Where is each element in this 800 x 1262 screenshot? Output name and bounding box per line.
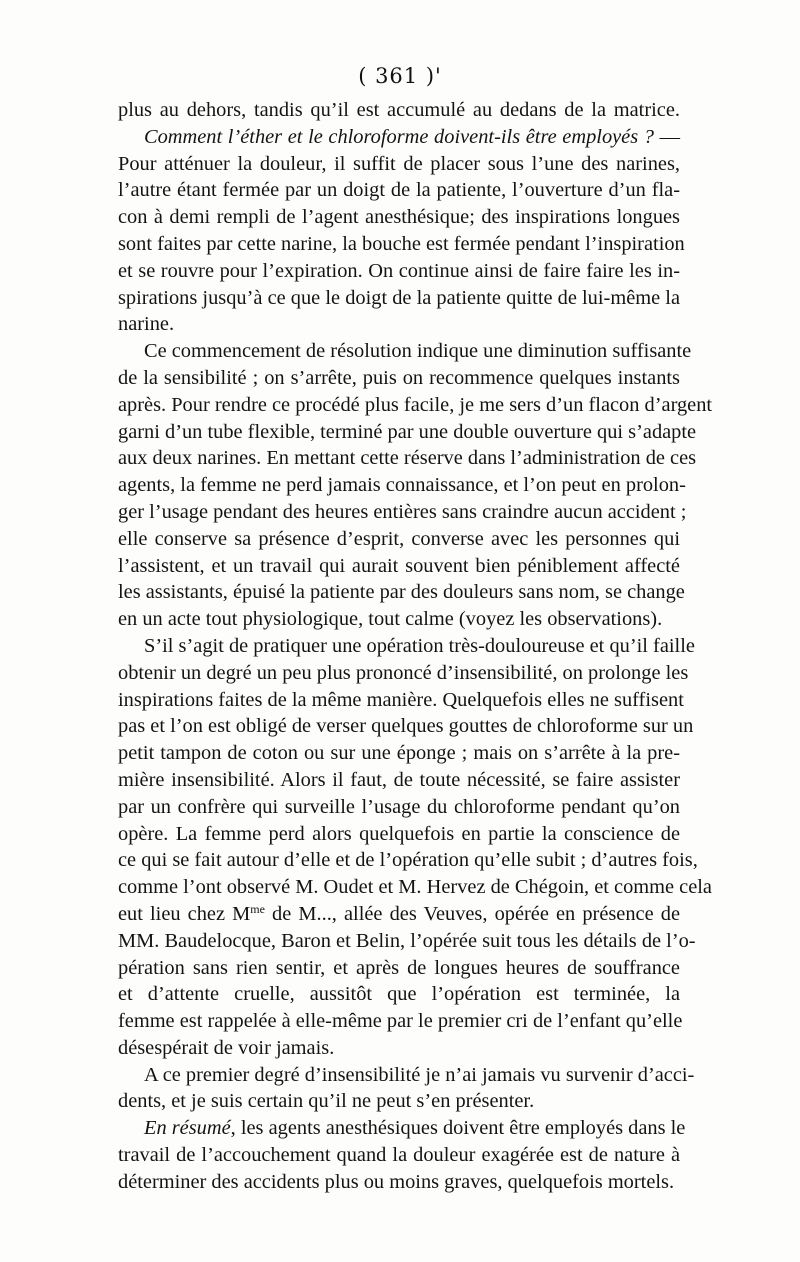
- text-line: [118, 874, 712, 901]
- text-segment: pas et l’on est obligé de verser quelques gouttes de chloroforme sur un: [118, 715, 694, 738]
- text-line: [118, 311, 680, 338]
- text-segment: après. Pour rendre ce procédé plus facile, je me sers d’un flacon d’argent: [118, 393, 713, 416]
- text-line: [118, 767, 680, 794]
- text-segment: ce qui se fait autour d’elle et de l’opération qu’elle subit ; d’autres fois,: [118, 849, 698, 872]
- text-line: [118, 151, 680, 178]
- text-segment: agents, la femme ne perd jamais connaissance, et l’on peut en prolon-: [118, 474, 686, 497]
- text-segment: con à demi rempli de l’agent anesthésique; des inspirations longues: [118, 206, 680, 229]
- text-segment: aux deux narines. En mettant cette réserve dans l’administration de ces: [118, 447, 697, 470]
- text-line: [118, 553, 680, 580]
- text-line: [118, 445, 697, 472]
- text-segment: de M..., allée des Veuves, opérée en présence de: [264, 902, 680, 925]
- page-number: ( 361 )': [358, 64, 442, 88]
- text-segment: , les agents anesthésiques doivent être employés dans le: [230, 1117, 686, 1140]
- text-line: [118, 1088, 680, 1115]
- text-line: [118, 1142, 680, 1169]
- text-line: [118, 285, 680, 312]
- text-segment: mière insensibilité. Alors il faut, de toute nécessité, se faire assister: [118, 768, 680, 791]
- text-line: [118, 928, 696, 955]
- text-segment: En résumé: [144, 1117, 231, 1140]
- text-segment: sont faites par cette narine, la bouche est fermée pendant l’inspiration: [118, 232, 685, 255]
- text-line: [118, 1008, 683, 1035]
- text-line: [118, 365, 680, 392]
- text-line: [118, 526, 680, 553]
- text-line: [118, 794, 680, 821]
- text-segment: et d’attente cruelle, aussitôt que l’opération est terminée, la: [118, 983, 680, 1006]
- text-line: [118, 981, 680, 1008]
- text-line: [118, 258, 680, 285]
- text-segment: plus au dehors, tandis qu’il est accumulé au dedans de la matrice.: [118, 99, 680, 121]
- text-line: [118, 1062, 695, 1089]
- text-line: [118, 821, 680, 848]
- text-segment: garni d’un tube flexible, terminé par une double ouverture qui s’adapte: [118, 420, 697, 443]
- text-line: [118, 847, 698, 874]
- text-segment: S’il s’agit de pratiquer une opération très-douloureuse et qu’il faille: [144, 634, 695, 657]
- text-segment: l’autre étant fermée par un doigt de la patiente, l’ouverture d’un fla-: [118, 179, 680, 202]
- text-line: [118, 901, 680, 928]
- text-line: [118, 472, 686, 499]
- text-segment: Ce commencement de résolution indique une diminution suffisante: [144, 340, 692, 363]
- text-segment: obtenir un degré un peu plus prononcé d’insensibilité, on prolonge les: [118, 661, 689, 684]
- text-segment: dents, et je suis certain qu’il ne peut s’en présenter.: [118, 1090, 535, 1113]
- text-line: [118, 660, 689, 687]
- text-segment: Comment l’éther et le chloroforme doivent-ils être employés ?: [144, 125, 654, 148]
- text-segment: travail de l’accouchement quand la douleur exagérée est de nature à: [118, 1144, 680, 1167]
- text-segment: déterminer des accidents plus ou moins graves, quelquefois mortels.: [118, 1170, 675, 1193]
- text-line: [118, 713, 694, 740]
- text-line: [118, 204, 680, 231]
- text-line: [118, 97, 680, 124]
- text-line: [118, 633, 695, 660]
- text-segment: —: [653, 125, 680, 148]
- text-segment: narine.: [118, 313, 175, 336]
- text-line: [118, 231, 685, 258]
- text-line: [118, 740, 680, 767]
- superscript: me: [250, 901, 265, 916]
- text-segment: A ce premier degré d’insensibilité je n’ai jamais vu survenir d’acci-: [144, 1063, 695, 1086]
- text-line: [118, 499, 687, 526]
- text-segment: en un acte tout physiologique, tout calme (voyez les observations).: [118, 608, 663, 631]
- text-line: [118, 687, 684, 714]
- text-line: [118, 419, 697, 446]
- text-segment: et se rouvre pour l’expiration. On continue ainsi de faire faire les in-: [118, 259, 680, 282]
- text-line: [118, 392, 713, 419]
- text-segment: opère. La femme perd alors quelquefois en partie la conscience de: [118, 822, 680, 845]
- text-line: [118, 124, 680, 151]
- text-segment: femme est rappelée à elle-même par le premier cri de l’enfant qu’elle: [118, 1010, 683, 1033]
- text-segment: Pour atténuer la douleur, il suffit de placer sous l’une des narines,: [118, 152, 680, 175]
- text-line: [118, 1115, 686, 1142]
- text-line: [118, 606, 680, 633]
- text-line: [118, 177, 680, 204]
- text-line: [118, 1169, 680, 1196]
- text-segment: petit tampon de coton ou sur une éponge ; mais on s’arrête à la pre-: [118, 742, 680, 765]
- text-line: [118, 338, 692, 365]
- text-segment: désespérait de voir jamais.: [118, 1036, 335, 1059]
- text-segment: pération sans rien sentir, et après de longues heures de souffrance: [118, 956, 680, 979]
- text-segment: inspirations faites de la même manière. Quelquefois elles ne suffisent: [118, 688, 684, 711]
- text-segment: par un confrère qui surveille l’usage du chloroforme pendant qu’on: [118, 795, 680, 818]
- text-segment: les assistants, épuisé la patiente par des douleurs sans nom, se change: [118, 581, 685, 604]
- text-line: [118, 955, 680, 982]
- text-segment: elle conserve sa présence d’esprit, converse avec les personnes qui: [118, 527, 680, 550]
- text-segment: de la sensibilité ; on s’arrête, puis on recommence quelques instants: [118, 366, 680, 389]
- text-segment: ger l’usage pendant des heures entières sans craindre aucun accident ;: [118, 500, 687, 523]
- text-segment: eut lieu chez M: [118, 902, 251, 925]
- text-segment: l’assistent, et un travail qui aurait souvent bien péniblement affecté: [118, 554, 680, 577]
- text-line: [118, 1035, 680, 1062]
- text-segment: spirations jusqu’à ce que le doigt de la patiente quitte de lui-même la: [118, 286, 680, 309]
- text-segment: MM. Baudelocque, Baron et Belin, l’opérée suit tous les détails de l’o-: [118, 929, 696, 952]
- body-text: [118, 97, 713, 1196]
- text-line: [118, 579, 685, 606]
- text-segment: comme l’ont observé M. Oudet et M. Hervez de Chégoin, et comme cela: [118, 876, 712, 899]
